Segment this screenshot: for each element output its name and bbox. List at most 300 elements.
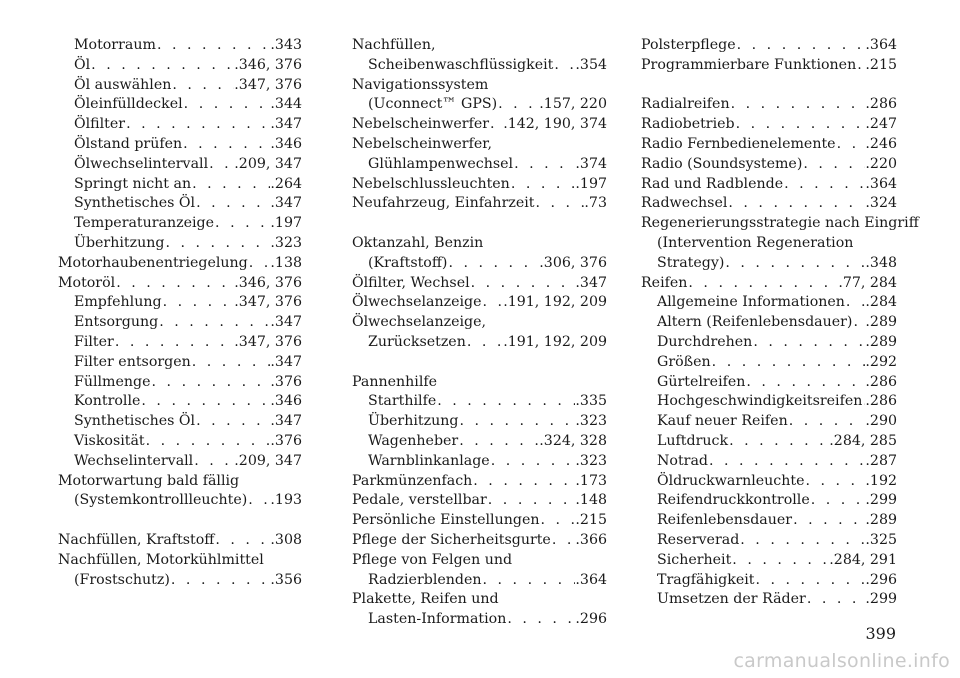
index-entry-pages: .324	[865, 195, 897, 212]
index-entry-term: Altern (Reifenlebensdauer)	[657, 314, 853, 331]
index-entry-term: Ölfilter	[74, 116, 126, 133]
dot-leader	[466, 333, 503, 353]
index-entry	[58, 412, 302, 432]
dot-leader	[735, 115, 866, 135]
index-entry-term: Filter	[74, 333, 114, 350]
index-entry-term: Öldruckwarnleuchte	[657, 472, 805, 489]
index-entry-term: Öl	[74, 56, 91, 73]
dot-leader	[497, 95, 539, 115]
index-entry-term: Strategy)	[657, 254, 725, 271]
dot-leader	[170, 571, 271, 591]
index-entry-term: Rad und Radblende	[641, 175, 784, 192]
dot-leader	[156, 36, 270, 56]
dot-leader	[490, 452, 576, 472]
index-entry-pages: .306, 376	[539, 254, 607, 271]
index-entry-pages: .347, 376	[234, 294, 302, 311]
index-entry-pages: .323	[575, 452, 607, 469]
index-entry-pages: .289	[865, 512, 897, 529]
index-entry-pages: .246	[865, 135, 897, 152]
index-entry-pages: .348	[865, 254, 897, 271]
index-entry	[58, 353, 302, 373]
index-entry	[641, 491, 897, 511]
index-entry-term: Reserverad	[657, 531, 740, 548]
dot-leader	[802, 155, 865, 175]
index-entry	[641, 313, 897, 333]
index-entry	[641, 135, 897, 155]
index-entry-pages: .347	[270, 353, 302, 370]
index-entry-pages: .347, 376	[234, 333, 302, 350]
dot-leader	[114, 333, 234, 353]
dot-leader	[724, 254, 865, 274]
index-entry	[58, 194, 302, 214]
index-entry	[58, 214, 302, 234]
dot-leader	[788, 412, 866, 432]
index-entry-term: Notrad	[657, 452, 708, 469]
index-entry-term: Starthilfe	[368, 393, 437, 410]
index-entry-term: Oktanzahl, Benzin	[352, 234, 484, 251]
index-entry	[352, 56, 607, 76]
index-entry-term: Wechselintervall	[74, 452, 194, 469]
index-entry-term: (Frostschutz)	[74, 571, 170, 588]
dot-leader	[472, 472, 575, 492]
index-entry-pages: .347	[270, 195, 302, 212]
index-entry-pages: .286	[865, 393, 897, 410]
index-gap	[58, 511, 302, 531]
dot-leader	[510, 175, 576, 195]
dot-leader	[151, 373, 271, 393]
index-gap	[352, 214, 607, 234]
index-entry-pages: .323	[575, 413, 607, 430]
index-entry-pages: .364	[575, 571, 607, 588]
index-entry-pages: .296	[865, 571, 897, 588]
index-entry-pages: .193	[270, 492, 302, 509]
dot-leader	[728, 432, 829, 452]
index-entry-term: (Uconnect™ GPS)	[368, 96, 498, 113]
index-entry	[641, 214, 919, 234]
dot-leader	[810, 491, 866, 511]
dot-leader	[90, 56, 234, 76]
index-entry	[352, 115, 607, 135]
index-entry-term: Wagenheber	[368, 432, 459, 449]
index-gap	[641, 76, 897, 96]
index-entry	[58, 472, 302, 492]
index-entry-pages: .299	[865, 492, 897, 509]
index-entry-term: Viskosität	[74, 432, 145, 449]
index-entry	[641, 392, 897, 412]
index-entry-pages: .346, 376	[234, 56, 302, 73]
index-entry-term: Synthetisches Öl	[74, 195, 196, 212]
index-entry-pages: .343	[270, 37, 302, 53]
index-entry-term: Durchdrehen	[657, 333, 753, 350]
index-entry-term: Filter entsorgen	[74, 353, 191, 370]
index-entry	[352, 36, 607, 56]
dot-leader	[711, 353, 866, 373]
dot-leader	[208, 155, 234, 175]
index-entry	[58, 175, 302, 195]
index-entry-term: Lasten-Information	[368, 611, 507, 628]
index-entry-pages: .157, 220	[539, 96, 607, 113]
index-entry-term: Füllmenge	[74, 373, 151, 390]
index-entry-term: Springt nicht an	[74, 175, 192, 192]
dot-leader	[731, 551, 829, 571]
index-entry	[58, 313, 302, 333]
index-entry-term: Reifenlebensdauer	[657, 512, 793, 529]
dot-leader	[806, 590, 866, 610]
index-entry	[641, 333, 897, 353]
index-entry-term: Reifen	[641, 274, 688, 291]
index-entry	[352, 392, 607, 412]
index-entry	[641, 254, 897, 274]
dot-leader	[115, 274, 234, 294]
index-entry	[58, 254, 302, 274]
index-entry	[58, 373, 302, 393]
index-entry-term: Entsorgung	[74, 314, 159, 331]
index-entry-pages: .324, 328	[539, 432, 607, 449]
index-entry	[352, 155, 607, 175]
index-entry-pages: .364	[865, 37, 897, 53]
index-entry-pages: .284, 285	[829, 432, 897, 449]
index-entry	[641, 234, 897, 254]
index-entry	[352, 590, 607, 610]
index-entry-pages: .191, 192, 209	[503, 294, 607, 311]
index-entry-pages: .192	[865, 472, 897, 489]
dot-leader	[852, 313, 865, 333]
index-entry	[352, 531, 607, 551]
index-entry	[58, 95, 302, 115]
index-entry	[641, 472, 897, 492]
index-entry-term: Größen	[657, 353, 711, 370]
dot-leader	[739, 531, 865, 551]
index-entry	[641, 95, 897, 115]
index-entry-pages: .366	[575, 531, 607, 548]
index-entry	[352, 76, 607, 96]
dot-leader	[183, 95, 271, 115]
index-entry	[58, 432, 302, 452]
dot-leader	[487, 491, 576, 511]
index-entry-pages: .215	[575, 512, 607, 529]
dot-leader	[195, 412, 270, 432]
index-entry	[641, 511, 897, 531]
index-entry	[58, 392, 302, 412]
index-entry-term: Parkmünzenfach	[352, 472, 473, 489]
index-entry-term: Sicherheit	[657, 551, 732, 568]
index-entry-pages: .346	[270, 135, 302, 152]
index-entry	[352, 373, 607, 393]
index-entry-pages: .197	[575, 175, 607, 192]
index-entry-pages: .289	[865, 333, 897, 350]
index-entry	[58, 36, 302, 56]
dot-leader	[513, 155, 575, 175]
index-entry	[58, 274, 302, 294]
index-entry	[58, 76, 302, 96]
index-entry-pages: .264	[270, 175, 302, 192]
index-entry	[352, 234, 607, 254]
dot-leader	[191, 353, 271, 373]
index-entry-pages: .284, 291	[829, 551, 897, 568]
index-entry-term: Ölfilter, Wechsel	[352, 274, 470, 291]
index-entry-term: Ölwechselintervall	[74, 155, 209, 172]
index-entry	[58, 333, 302, 353]
index-entry-pages: .296	[575, 611, 607, 628]
dot-leader	[836, 135, 866, 155]
index-entry-pages: .323	[270, 234, 302, 251]
index-entry-term: Pflege der Sicherheitsgurte	[352, 531, 551, 548]
index-entry-term: Pflege von Felgen und	[352, 551, 513, 568]
index-entry-term: Allgemeine Informationen	[657, 294, 845, 311]
dot-leader	[470, 274, 576, 294]
dot-leader	[752, 333, 865, 353]
index-entry-pages: .354	[575, 56, 607, 73]
index-entry-pages: .325	[865, 531, 897, 548]
index-entry-pages: .138	[270, 254, 302, 271]
index-entry	[641, 531, 897, 551]
index-entry-term: Regenerierungsstrategie nach Eingriff	[641, 215, 919, 232]
dot-leader	[125, 115, 270, 135]
index-entry-pages: .364	[865, 175, 897, 192]
index-entry	[352, 511, 607, 531]
index-entry	[641, 452, 897, 472]
index-entry	[58, 234, 302, 254]
dot-leader	[805, 472, 866, 492]
index-entry-term: Motorhaubenentriegelung	[58, 254, 248, 271]
index-entry	[352, 313, 607, 333]
index-entry-term: Kontrolle	[74, 393, 141, 410]
index-entry	[352, 254, 607, 274]
dot-leader	[145, 432, 271, 452]
index-entry-term: Öleinfülldeckel	[74, 96, 183, 113]
index-entry-term: Nachfüllen, Kraftstoff	[58, 531, 215, 548]
index-column-3	[641, 36, 919, 610]
index-entry-term: Nachfüllen,	[352, 37, 436, 53]
page-number: 399	[865, 624, 896, 643]
dot-leader	[792, 511, 865, 531]
dot-leader	[171, 76, 234, 96]
index-entry-term: (Intervention Regeneration	[657, 234, 854, 251]
index-entry-term: Warnblinkanlage	[368, 452, 490, 469]
index-entry-term: Nachfüllen, Motorkühlmittel	[58, 551, 264, 568]
dot-leader	[193, 452, 234, 472]
index-entry	[352, 551, 607, 571]
dot-leader	[745, 373, 865, 393]
index-entry	[352, 293, 607, 313]
dot-leader	[534, 194, 584, 214]
index-entry-pages: .292	[865, 353, 897, 370]
dot-leader	[447, 254, 539, 274]
index-entry-term: Motorwartung bald fällig	[58, 472, 240, 489]
index-entry-term: Radio (Soundsysteme)	[641, 155, 803, 172]
index-entry	[641, 194, 897, 214]
index-entry-term: (Kraftstoff)	[368, 254, 448, 271]
index-entry	[58, 551, 302, 571]
dot-leader	[482, 293, 504, 313]
index-entry	[641, 353, 897, 373]
index-entry-pages: .374	[575, 155, 607, 172]
index-entry-pages: .346, 376	[234, 274, 302, 291]
index-column-1	[58, 36, 302, 590]
index-entry	[58, 135, 302, 155]
index-entry-term: Pannenhilfe	[352, 373, 438, 390]
dot-leader	[162, 293, 235, 313]
index-entry	[352, 135, 607, 155]
index-entry-pages: .347	[270, 413, 302, 430]
index-entry-term: Tragfähigkeit	[657, 571, 755, 588]
index-entry-pages: .191, 192, 209	[503, 333, 607, 350]
index-entry-term: Motoröl	[58, 274, 116, 291]
index-entry-term: Radwechsel	[641, 195, 728, 212]
dot-leader	[783, 175, 865, 195]
index-entry-term: Zurücksetzen	[368, 333, 466, 350]
dot-leader	[551, 531, 576, 551]
dot-leader	[482, 571, 576, 591]
index-entry-term: Reifendruckkontrolle	[657, 492, 810, 509]
index-entry	[352, 491, 607, 511]
dot-leader	[730, 95, 866, 115]
dot-leader	[736, 36, 866, 56]
index-entry-pages: .220	[865, 155, 897, 172]
dot-leader	[489, 115, 503, 135]
index-entry-pages: .308	[270, 531, 302, 548]
index-entry	[641, 293, 897, 313]
dot-leader	[436, 392, 575, 412]
index-entry-pages: .347, 376	[234, 76, 302, 93]
dot-leader	[140, 392, 270, 412]
index-entry-pages: .344	[270, 96, 302, 113]
dot-leader	[708, 452, 865, 472]
index-entry-term: Öl auswählen	[74, 76, 172, 93]
dot-leader	[845, 293, 865, 313]
index-entry-term: Ölwechselanzeige	[352, 294, 482, 311]
index-entry-pages: .287	[865, 452, 897, 469]
index-entry	[352, 472, 607, 492]
index-entry-pages: .299	[865, 591, 897, 608]
dot-leader	[191, 175, 270, 195]
index-entry-pages: .209, 347	[234, 155, 302, 172]
index-entry-pages: .284	[865, 294, 897, 311]
index-entry	[641, 432, 897, 452]
index-entry	[352, 194, 607, 214]
index-entry-pages: .347	[270, 314, 302, 331]
index-entry-pages: .148	[575, 492, 607, 509]
index-entry	[352, 95, 607, 115]
index-entry	[352, 452, 607, 472]
dot-leader	[247, 491, 270, 511]
index-entry-term: Überhitzung	[74, 234, 165, 251]
index-column-2	[352, 36, 607, 630]
index-entry-term: Gürtelreifen	[657, 373, 746, 390]
index-entry	[641, 56, 897, 76]
index-entry-pages: .347	[575, 274, 607, 291]
index-entry-term: Radiobetrieb	[641, 116, 735, 133]
dot-leader	[856, 56, 865, 76]
index-entry-term: Empfehlung	[74, 294, 162, 311]
dot-leader	[458, 432, 539, 452]
index-entry-pages: .142, 190, 374	[503, 116, 607, 133]
dot-leader	[214, 214, 270, 234]
index-entry	[58, 293, 302, 313]
index-entry-pages: .346	[270, 393, 302, 410]
index-entry-term: Polsterpflege	[641, 37, 736, 53]
index-entry-pages: .376	[270, 373, 302, 390]
index-entry-pages: .73	[584, 195, 607, 212]
index-entry	[641, 412, 897, 432]
dot-leader	[687, 274, 838, 294]
dot-leader	[458, 412, 575, 432]
dot-leader	[182, 135, 270, 155]
index-entry-term: Persönliche Einstellungen	[352, 512, 540, 529]
index-entry	[352, 571, 607, 591]
index-entry	[641, 551, 897, 571]
index-entry-term: Radio Fernbedienelemente	[641, 135, 836, 152]
index-entry-pages: .356	[270, 571, 302, 588]
index-entry-pages: .286	[865, 96, 897, 113]
index-entry-term: Scheibenwaschflüssigkeit	[368, 56, 554, 73]
index-entry	[58, 155, 302, 175]
index-entry-pages: .290	[865, 413, 897, 430]
dot-leader	[158, 313, 270, 333]
dot-leader	[214, 531, 270, 551]
dot-leader	[553, 56, 575, 76]
index-entry-pages: .335	[575, 393, 607, 410]
index-entry-term: Radialreifen	[641, 96, 730, 113]
index-entry	[58, 571, 302, 591]
index-entry	[58, 491, 302, 511]
index-entry-term: Pedale, verstellbar	[352, 492, 487, 509]
index-entry-term: Glühlampenwechsel	[368, 155, 514, 172]
index-entry-term: Temperaturanzeige	[74, 215, 215, 232]
dot-leader	[754, 571, 865, 591]
index-entry	[352, 274, 607, 294]
index-entry-pages: .347	[270, 116, 302, 133]
index-entry-pages: .77, 284	[838, 274, 897, 291]
dot-leader	[727, 194, 865, 214]
index-entry	[641, 571, 897, 591]
dot-leader	[540, 511, 576, 531]
index-entry-term: Synthetisches Öl	[74, 413, 196, 430]
index-entry-pages: .197	[270, 215, 302, 232]
index-entry	[58, 531, 302, 551]
index-entry	[352, 432, 607, 452]
index-entry-term: Luftdruck	[657, 432, 729, 449]
index-entry-term: Radzierblenden	[368, 571, 482, 588]
index-entry-term: Ölstand prüfen	[74, 135, 183, 152]
index-entry-pages: .247	[865, 116, 897, 133]
index-entry	[641, 373, 897, 393]
index-entry	[352, 175, 607, 195]
index-entry-term: Umsetzen der Räder	[657, 591, 806, 608]
dot-leader	[506, 610, 575, 630]
dot-leader	[248, 254, 271, 274]
index-entry-term: Kauf neuer Reifen	[657, 413, 788, 430]
watermark-text: carmanualsonline.info	[733, 650, 950, 672]
dot-leader	[164, 234, 270, 254]
index-entry-pages: .289	[865, 314, 897, 331]
index-entry	[58, 56, 302, 76]
index-entry	[641, 274, 897, 294]
dot-leader	[195, 194, 270, 214]
index-entry-pages: .376	[270, 432, 302, 449]
index-entry	[641, 36, 897, 56]
index-entry-term: Hochgeschwindigkeitsreifen	[657, 393, 863, 410]
index-entry-pages: .173	[575, 472, 607, 489]
index-entry-term: (Systemkontrollleuchte)	[74, 492, 248, 509]
index-entry-term: Neufahrzeug, Einfahrzeit	[352, 195, 535, 212]
index-entry	[641, 175, 897, 195]
index-entry-pages: .286	[865, 373, 897, 390]
index-entry-term: Navigationssystem	[352, 76, 489, 93]
index-entry-pages: .215	[865, 56, 897, 73]
index-entry-term: Motorraum	[74, 37, 156, 53]
index-entry-term: Überhitzung	[368, 413, 459, 430]
